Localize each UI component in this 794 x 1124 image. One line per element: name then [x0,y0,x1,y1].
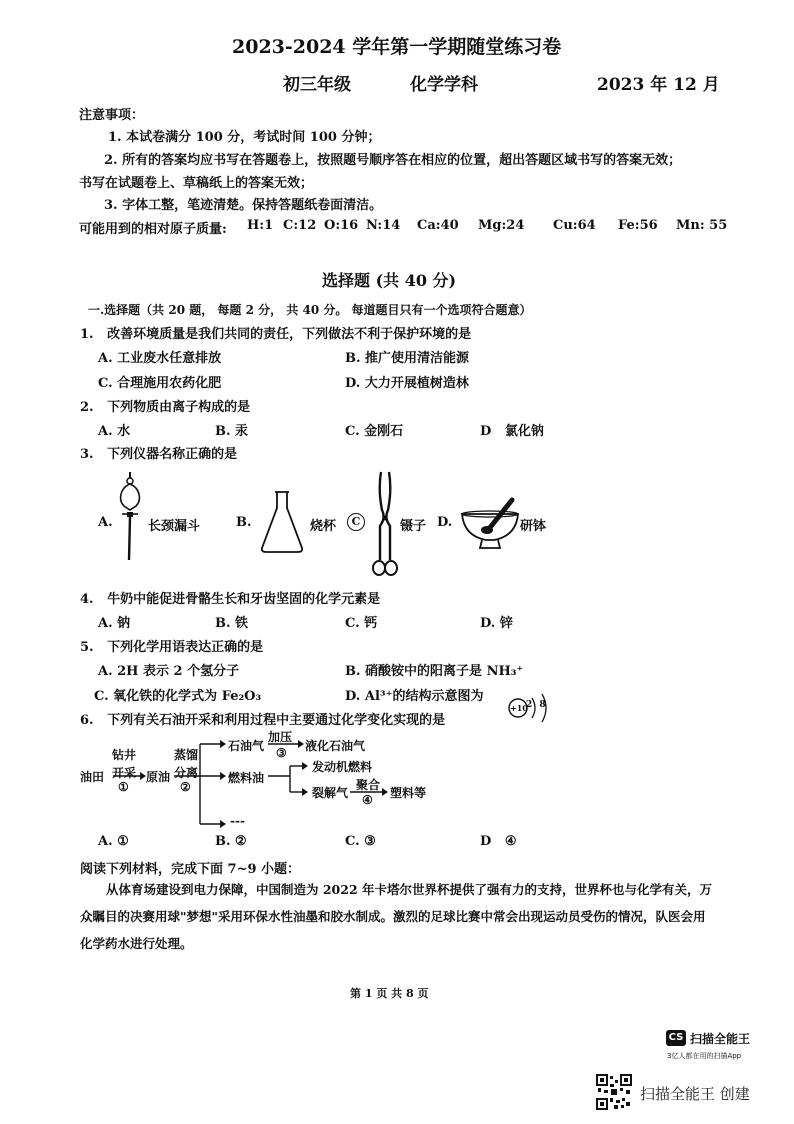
q6-stem: 6. 下列有关石油开采和利用过程中主要通过化学变化实现的是 [80,713,446,728]
q3-label-c: 镊子 [400,519,427,534]
flow-fuel-oil: 燃料油 [228,771,265,785]
q4-option-a: A. 钠 [98,616,131,631]
flow-extract: 开采 [112,766,137,780]
q6-option-b: B. ② [215,834,247,849]
atomic-mass-ca: Ca:40 [417,218,459,233]
flow-distill: 蒸馏 [174,748,199,762]
atomic-mass-label: 可能用到的相对原子质量: [79,222,227,237]
conical-flask-figure [258,490,306,554]
q5-option-a: A. 2H 表示 2 个氢分子 [98,664,240,679]
q3-option-c: C [347,513,365,531]
q5-option-d: D. Al³⁺的结构示意图为 [345,689,484,704]
q5-option-c: C. 氧化铁的化学式为 Fe₂O₃ [94,689,262,704]
flow-drill: 钻井 [112,748,137,762]
camscanner-logo-icon: CS [666,1030,686,1046]
q2-option-d: D 氯化钠 [480,424,544,439]
q1-option-d: D. 大力开展植树造林 [345,376,469,391]
flow-step-4: ④ [362,793,373,807]
watermark-brand: 扫描全能王 [690,1032,751,1046]
reading-passage: 从体育场建设到电力保障，中国制造为 2022 年卡塔尔世界杯提供了强有力的支持，世界杯也与化学有关，万众瞩目的决赛用球"梦想"采用环保水性油墨和胶水制成。激烈的足球比赛中常会出现运动员受伤的情况，队医会用化学药水进行处理。 [80,882,712,951]
grade-label: 初三年级 [283,75,351,95]
flow-step-3: ③ [276,746,287,760]
q2-stem: 2. 下列物质由离子构成的是 [80,400,251,415]
exam-title: 2023-2024 学年第一学期随堂练习卷 [232,36,562,58]
atomic-mass-mg: Mg:24 [478,218,525,233]
notes-item-1: 1. 本试卷满分 100 分，考试时间 100 分钟； [108,130,381,145]
flow-lpg: 液化石油气 [305,739,366,753]
q5-option-b: B. 硝酸铵中的阳离子是 NH₃⁺ [345,664,524,679]
tongs-figure [370,470,400,582]
atom-nucleus-charge: +10 [510,703,528,713]
flow-polymerize: 聚合 [356,778,381,792]
q3-option-d: D. [437,515,453,530]
q3-label-b: 烧杯 [310,519,337,534]
long-neck-funnel-figure [114,470,146,566]
flow-cracked-gas: 裂解气 [312,786,349,800]
flow-crude-oil: 原油 [146,770,171,784]
atomic-mass-h: H:1 [247,218,274,233]
flow-engine-fuel: 发动机燃料 [312,760,373,774]
flow-oilfield: 油田 [80,770,105,784]
atom-electron-shells: 2 8 [526,700,548,710]
flow-separate: 分离 [174,766,199,780]
q6-option-a: A. ① [98,834,129,849]
notes-item-3: 3. 字体工整，笔迹清楚。保持答题纸卷面清洁。 [104,198,383,213]
q1-option-a: A. 工业废水任意排放 [98,351,222,366]
flow-petroleum-gas: 石油气 [228,739,265,753]
notes-item-2-cont: 书写在试题卷上、草稿纸上的答案无效； [79,176,314,191]
watermark-created-by: 扫描全能王 创建 [640,1085,750,1103]
atomic-mass-fe: Fe:56 [618,218,658,233]
notes-item-2: 2. 所有的答案均应书写在答题卷上，按照题号顺序答在相应的位置，超出答题区域书写的答案无效； [104,153,682,168]
q3-option-a: A. [98,515,113,530]
q6-option-c: C. ③ [345,834,376,849]
flow-more: --- [230,814,245,828]
q1-option-b: B. 推广使用清洁能源 [345,351,470,366]
q4-stem: 4. 牛奶中能促进骨骼生长和牙齿坚固的化学元素是 [80,592,381,607]
flow-pressurize: 加压 [268,730,293,744]
flow-step-2: ② [180,780,191,794]
section-intro: 一.选择题（共 20 题， 每题 2 分， 共 40 分。 每道题目只有一个选项符合题意） [88,303,532,317]
q6-option-d: D ④ [480,834,517,849]
atomic-mass-c: C:12 [283,218,317,233]
q2-option-b: B. 汞 [215,424,249,439]
flow-step-1: ① [118,780,129,794]
q2-option-a: A. 水 [98,424,131,439]
atomic-mass-mn: Mn: 55 [676,218,728,233]
q3-stem: 3. 下列仪器名称正确的是 [80,447,238,462]
q4-option-d: D. 锌 [480,616,513,631]
watermark-tagline: 3亿人都在用的扫描App [667,1052,742,1060]
q5-stem: 5. 下列化学用语表达正确的是 [80,640,264,655]
q3-option-b: B. [236,515,252,530]
q3-label-d: 研钵 [520,519,547,534]
atomic-mass-n: N:14 [366,218,401,233]
reading-intro: 阅读下列材料，完成下面 7~9 小题： [80,862,301,877]
qr-code-icon [596,1074,632,1110]
page-number: 第 1 页 共 8 页 [350,987,429,1000]
mortar-pestle-figure [460,496,520,552]
atomic-mass-cu: Cu:64 [553,218,596,233]
q4-option-c: C. 钙 [345,616,378,631]
section-title: 选择题 (共 40 分) [322,271,457,290]
flow-plastics: 塑料等 [390,786,427,800]
q3-label-a: 长颈漏斗 [148,519,201,534]
subject-label: 化学学科 [410,75,478,95]
q2-option-c: C. 金刚石 [345,424,404,439]
q4-option-b: B. 铁 [215,616,249,631]
atomic-mass-o: O:16 [324,218,359,233]
exam-date: 2023 年 12 月 [597,75,720,95]
q1-stem: 1. 改善环境质量是我们共同的责任，下列做法不利于保护环境的是 [80,327,472,342]
q1-option-c: C. 合理施用农药化肥 [98,376,222,391]
notes-heading: 注意事项： [79,108,145,123]
